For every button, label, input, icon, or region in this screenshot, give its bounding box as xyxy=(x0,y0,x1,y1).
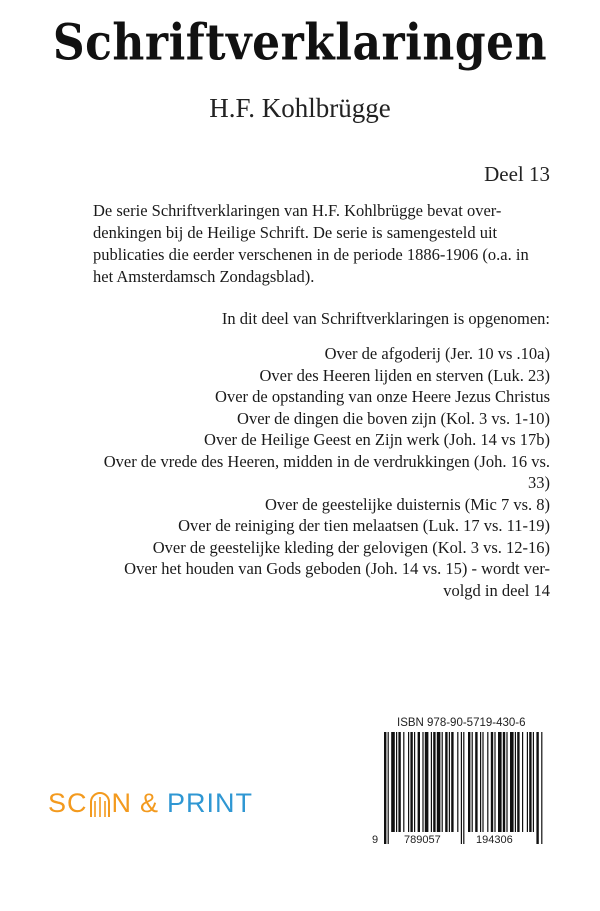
contents-item: Over de reiniging der tien melaatsen (Luk. 17 vs. 11-19) xyxy=(178,516,550,535)
contents-item: Over de dingen die boven zijn (Kol. 3 vs. 1-10) xyxy=(237,408,550,428)
contents-item: Over de afgoderij (Jer. 10 vs .10a) xyxy=(324,344,550,363)
intro-line: publicaties die eerder verschenen in de periode 1886-1906 (o.a. in xyxy=(93,245,529,264)
contents-item: volgd in deel 14 xyxy=(443,580,550,600)
publisher-logo xyxy=(48,788,253,819)
contents-item: Over de vrede des Heeren, midden in de verdrukkingen (Joh. 16 vs. xyxy=(103,451,550,471)
contents-item: Over het houden van Gods geboden (Joh. 14 vs. 15) - wordt ver- xyxy=(124,559,550,578)
contents-list xyxy=(40,343,550,601)
barcode xyxy=(372,732,550,852)
isbn-label: ISBN 978-90-5719-430-6 xyxy=(397,717,526,729)
contents-item: 33) xyxy=(528,473,550,492)
barcode-digits-left: 789057 xyxy=(404,834,441,846)
contents-item: Over de Heilige Geest en Zijn werk (Joh. 14 vs 17b) xyxy=(204,430,550,449)
intro-line: denkingen bij de Heilige Schrift. De serie is samengesteld uit xyxy=(93,223,498,242)
contents-item: Over de geestelijke kleding der gelovigen (Kol. 3 vs. 12-16) xyxy=(152,537,550,557)
contents-item: Over de geestelijke duisternis (Mic 7 vs. 8) xyxy=(264,494,550,514)
logo-ampersand: & xyxy=(140,788,160,818)
barcode-digits-right: 194306 xyxy=(476,834,513,846)
arch-icon xyxy=(89,791,111,817)
barcode-bars xyxy=(372,732,550,852)
volume-label: Deel 13 xyxy=(484,162,550,186)
intro-line: het Amsterdamsch Zondagsblad). xyxy=(93,267,315,286)
book-title: Schriftverklaringen xyxy=(52,14,548,73)
contents-heading: In dit deel van Schriftverklaringen is opgenomen: xyxy=(221,309,550,328)
logo-text-n: N xyxy=(111,788,133,818)
logo-text-sc: SC xyxy=(48,788,88,818)
contents-item: Over de opstanding van onze Heere Jezus Christus xyxy=(215,387,550,406)
intro-paragraph xyxy=(93,200,550,288)
logo-text-print: PRINT xyxy=(167,788,254,818)
author-name: H.F. Kohlbrügge xyxy=(209,93,391,123)
intro-line: De serie Schriftverklaringen van H.F. Kohlbrügge bevat over- xyxy=(93,201,502,220)
barcode-digit-first: 9 xyxy=(372,834,379,846)
contents-item: Over des Heeren lijden en sterven (Luk. 23) xyxy=(259,365,550,385)
